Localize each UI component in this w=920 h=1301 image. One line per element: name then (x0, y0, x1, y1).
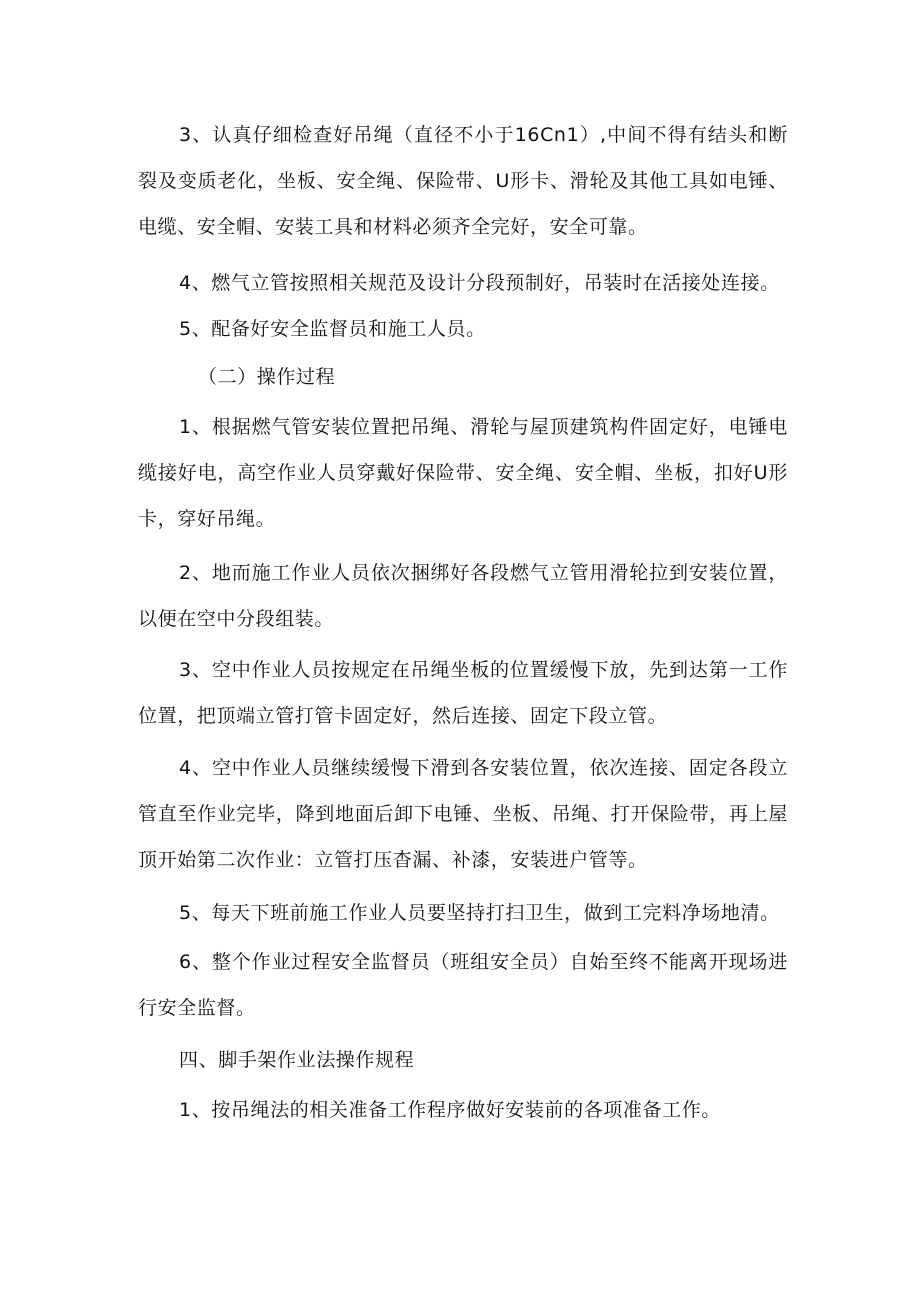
paragraph-fix-rope: 1、根据燃气管安装位置把吊绳、滑轮与屋顶建筑构件固定好，电锤电缆接好电，高空作业人员穿戴好保险带、安全绳、安全帽、坐板，扣好U形卡，穿好吊绳。 (138, 416, 788, 530)
paragraph-prefab-riser: 4、燃气立管按照相关规范及设计分段预制好，吊装时在活接处连接。 (179, 272, 780, 294)
paragraph-aerial-continue: 4、空中作业人员继续缓慢下滑到各安装位置，依次连接、固定各段立管直至作业完毕，降到地面后卸下电锤、坐板、吊绳、打开保险带，再上屋顶开始第二次作业：立管打压杳漏、补漆，安装进户管等。 (138, 757, 788, 871)
paragraph-ground-crew: 2、地而施工作业人员依次捆绑好各段燃气立管用滑轮拉到安装位置，以便在空中分段组装。 (138, 562, 788, 630)
paragraph-scaffold-prep: 1、按吊绳法的相关准备工作程序做好安装前的各项准备工作。 (179, 1099, 721, 1121)
paragraph-cleanup: 5、每天下班前施工作业人员要坚持打扫卫生，做到工完料净场地清。 (179, 902, 780, 924)
section-heading-operation-process: （二）操作过程 (198, 366, 336, 388)
section-heading-scaffold: 四、脚手架作业法操作规程 (179, 1049, 415, 1071)
paragraph-check-rope: 3、认真仔细检查好吊绳（直径不小于16Cn1）,中间不得有结头和断裂及变质老化，坐板、安全绳、保险带、U形卡、滑轮及其他工具如电锤、电缆、安全帽、安装工具和材料必须齐全完好，安全可靠。 (138, 124, 788, 238)
paragraph-aerial-descend: 3、空中作业人员按规定在吊绳坐板的位置缓慢下放，先到达第一工作位置，把顶端立管打管卡固定好，然后连接、固定下段立管。 (138, 659, 788, 727)
paragraph-supervision: 6、整个作业过程安全监督员（班组安全员）自始至终不能离开现场进行安全监督。 (138, 951, 788, 1019)
paragraph-staffing: 5、配备好安全监督员和施工人员。 (179, 318, 486, 340)
